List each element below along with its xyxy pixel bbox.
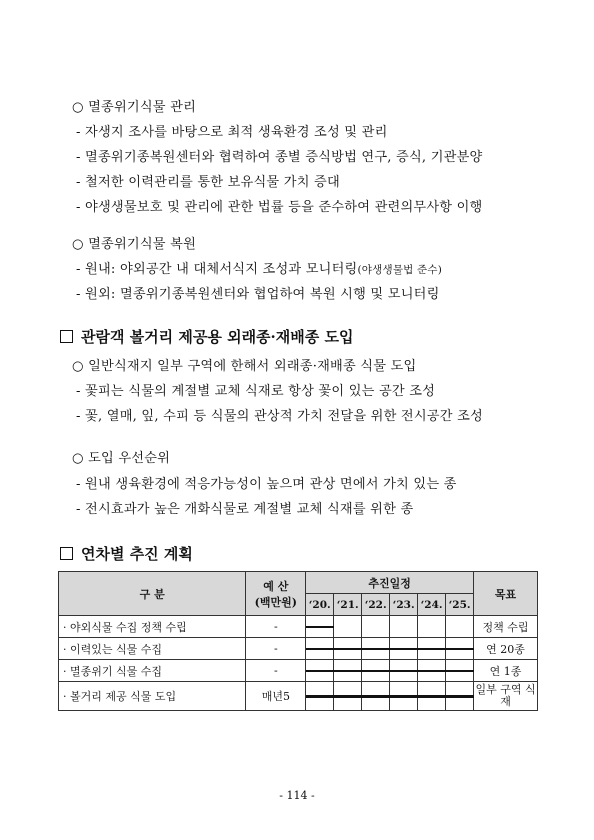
header-task: 구 분 xyxy=(59,572,246,616)
goal-cell: 연 20종 xyxy=(474,638,538,660)
bullet-item: - 야생생물보호 및 관리에 관한 법률 등을 준수하여 관련의무사항 이행 xyxy=(76,200,483,215)
section-2-title: ○ 멸종위기식물 복원 xyxy=(72,237,197,252)
table-row xyxy=(59,616,538,638)
task-cell: · 볼거리 제공 식물 도입 xyxy=(59,682,246,711)
budget-cell: - xyxy=(246,638,306,660)
goal-cell: 연 1종 xyxy=(474,660,538,682)
task-cell: · 야외식물 수집 정책 수립 xyxy=(59,616,246,638)
section-3-title: ○ 일반식재지 일부 구역에 한해서 외래종·재배종 식물 도입 xyxy=(72,359,417,374)
year-cell xyxy=(418,616,446,638)
schedule-bar xyxy=(306,648,474,651)
bullet-item: - 전시효과가 높은 개화식물로 계절별 교체 식재를 위한 종 xyxy=(76,502,414,517)
year-cell xyxy=(334,616,362,638)
bullet-item xyxy=(76,258,442,277)
header-budget-line1: 예 산 xyxy=(263,579,289,593)
bullet-item: - 멸종위기종복원센터와 협력하여 종별 증식방법 연구, 증식, 기관분양 xyxy=(76,150,483,165)
checkbox-square-icon xyxy=(60,330,73,343)
header-goal: 목표 xyxy=(474,572,538,616)
schedule-bar xyxy=(306,695,474,698)
year-header: ‘20. xyxy=(306,594,334,616)
bullet-item: - 꽃, 열매, 잎, 수피 등 식물의 관상적 가치 전달을 위한 전시공간 조성 xyxy=(76,409,483,424)
section-heading xyxy=(60,326,353,347)
goal-cell: 정책 수립 xyxy=(474,616,538,638)
year-header: ‘21. xyxy=(334,594,362,616)
bullet-text: - 원내: 야외공간 내 대체서식지 조성과 모니터링 xyxy=(76,262,358,277)
section-heading xyxy=(60,543,193,564)
year-header: ‘22. xyxy=(362,594,390,616)
year-header: ‘25. xyxy=(446,594,474,616)
checkbox-square-icon xyxy=(60,547,73,560)
budget-cell: - xyxy=(246,616,306,638)
goal-cell: 일부 구역 식재 xyxy=(474,682,538,711)
schedule-bar xyxy=(306,670,474,673)
bullet-item: - 원외: 멸종위기종복원센터와 협업하여 복원 시행 및 모니터링 xyxy=(76,287,440,302)
header-schedule: 추진일정 xyxy=(306,572,474,594)
bullet-item: - 꽃피는 식물의 계절별 교체 식재로 항상 꽃이 있는 공간 조성 xyxy=(76,384,436,399)
schedule-bar xyxy=(306,626,334,629)
year-cell xyxy=(446,616,474,638)
bullet-note: (야생생물법 준수) xyxy=(357,264,443,276)
budget-cell: 매년5 xyxy=(246,682,306,711)
year-header: ‘23. xyxy=(390,594,418,616)
heading-text: 관람객 볼거리 제공용 외래종·재배종 도입 xyxy=(81,328,354,346)
schedule-table xyxy=(58,571,538,711)
task-cell: · 이력있는 식물 수집 xyxy=(59,638,246,660)
heading-text: 연차별 추진 계획 xyxy=(81,545,193,563)
bullet-item: - 철저한 이력관리를 통한 보유식물 가치 증대 xyxy=(76,175,340,190)
task-cell: · 멸종위기 식물 수집 xyxy=(59,660,246,682)
header-budget xyxy=(246,572,306,616)
year-cell xyxy=(362,616,390,638)
year-header: ‘24. xyxy=(418,594,446,616)
page-number: - 114 - xyxy=(279,789,315,802)
bullet-item: - 자생지 조사를 바탕으로 최적 생육환경 조성 및 관리 xyxy=(76,125,388,140)
section-4-title: ○ 도입 우선순위 xyxy=(72,451,171,466)
budget-cell: - xyxy=(246,660,306,682)
section-1-title: ○ 멸종위기식물 관리 xyxy=(72,100,197,115)
bullet-item: - 원내 생육환경에 적응가능성이 높으며 관상 면에서 가치 있는 종 xyxy=(76,477,457,492)
header-budget-line2: (백만원) xyxy=(254,595,297,609)
year-cell xyxy=(390,616,418,638)
